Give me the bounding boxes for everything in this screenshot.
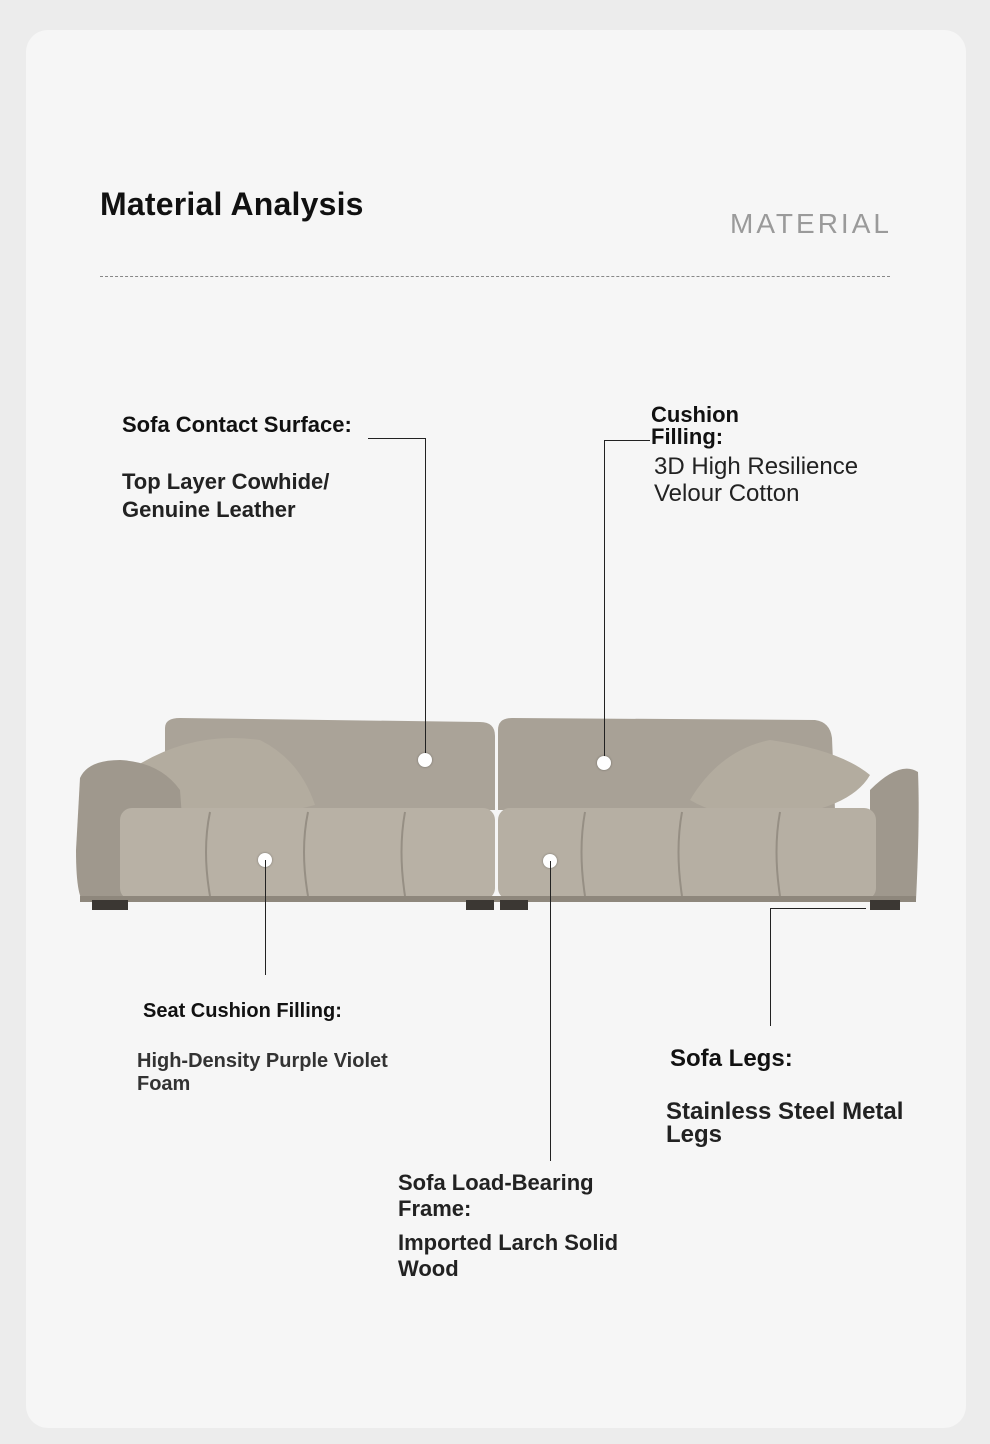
seat-filling-line1: High-Density Purple Violet bbox=[137, 1050, 388, 1072]
contact-surface-title: Sofa Contact Surface: bbox=[122, 412, 352, 437]
leg-2 bbox=[466, 900, 494, 910]
callout-line bbox=[425, 438, 426, 758]
legs-line1: Stainless Steel Metal bbox=[666, 1098, 904, 1125]
legs-line2: Legs bbox=[666, 1121, 723, 1148]
seat-filling-title: Seat Cushion Filling: bbox=[143, 1000, 342, 1022]
frame-title-2: Frame: bbox=[398, 1196, 472, 1221]
frame-title-1: Sofa Load-Bearing bbox=[398, 1170, 594, 1195]
callout-line bbox=[770, 908, 771, 1026]
seat-cushion-left bbox=[120, 808, 495, 900]
callout-dot bbox=[418, 753, 432, 767]
page-subtitle: MATERIAL bbox=[730, 208, 892, 239]
page-title: Material Analysis bbox=[100, 186, 364, 222]
callout-line bbox=[368, 438, 426, 439]
callout-line bbox=[770, 908, 866, 909]
callout-line bbox=[604, 440, 605, 758]
cushion-filling-title-1: Cushion bbox=[651, 402, 739, 427]
frame-line1: Imported Larch Solid bbox=[398, 1230, 619, 1255]
callout-line bbox=[604, 440, 650, 441]
sofa-image bbox=[70, 700, 920, 920]
dashed-divider bbox=[100, 276, 890, 277]
leg-1 bbox=[92, 900, 128, 910]
callout-line bbox=[265, 860, 266, 975]
seat-cushion-right bbox=[498, 808, 876, 900]
frame-line2: Wood bbox=[398, 1256, 459, 1281]
leg-3 bbox=[500, 900, 528, 910]
callout-line bbox=[550, 861, 551, 1161]
arm-right bbox=[870, 769, 919, 900]
leg-4 bbox=[870, 900, 900, 910]
cushion-filling-title-2: Filling: bbox=[651, 424, 724, 449]
contact-surface-line1: Top Layer Cowhide/ bbox=[122, 469, 330, 494]
callout-dot bbox=[597, 756, 611, 770]
contact-surface-line2: Genuine Leather bbox=[122, 497, 296, 522]
legs-title: Sofa Legs: bbox=[670, 1045, 793, 1072]
seat-filling-line2: Foam bbox=[137, 1073, 191, 1095]
cushion-filling-line1: 3D High Resilience bbox=[654, 453, 859, 480]
cushion-filling-line2: Velour Cotton bbox=[654, 480, 800, 507]
